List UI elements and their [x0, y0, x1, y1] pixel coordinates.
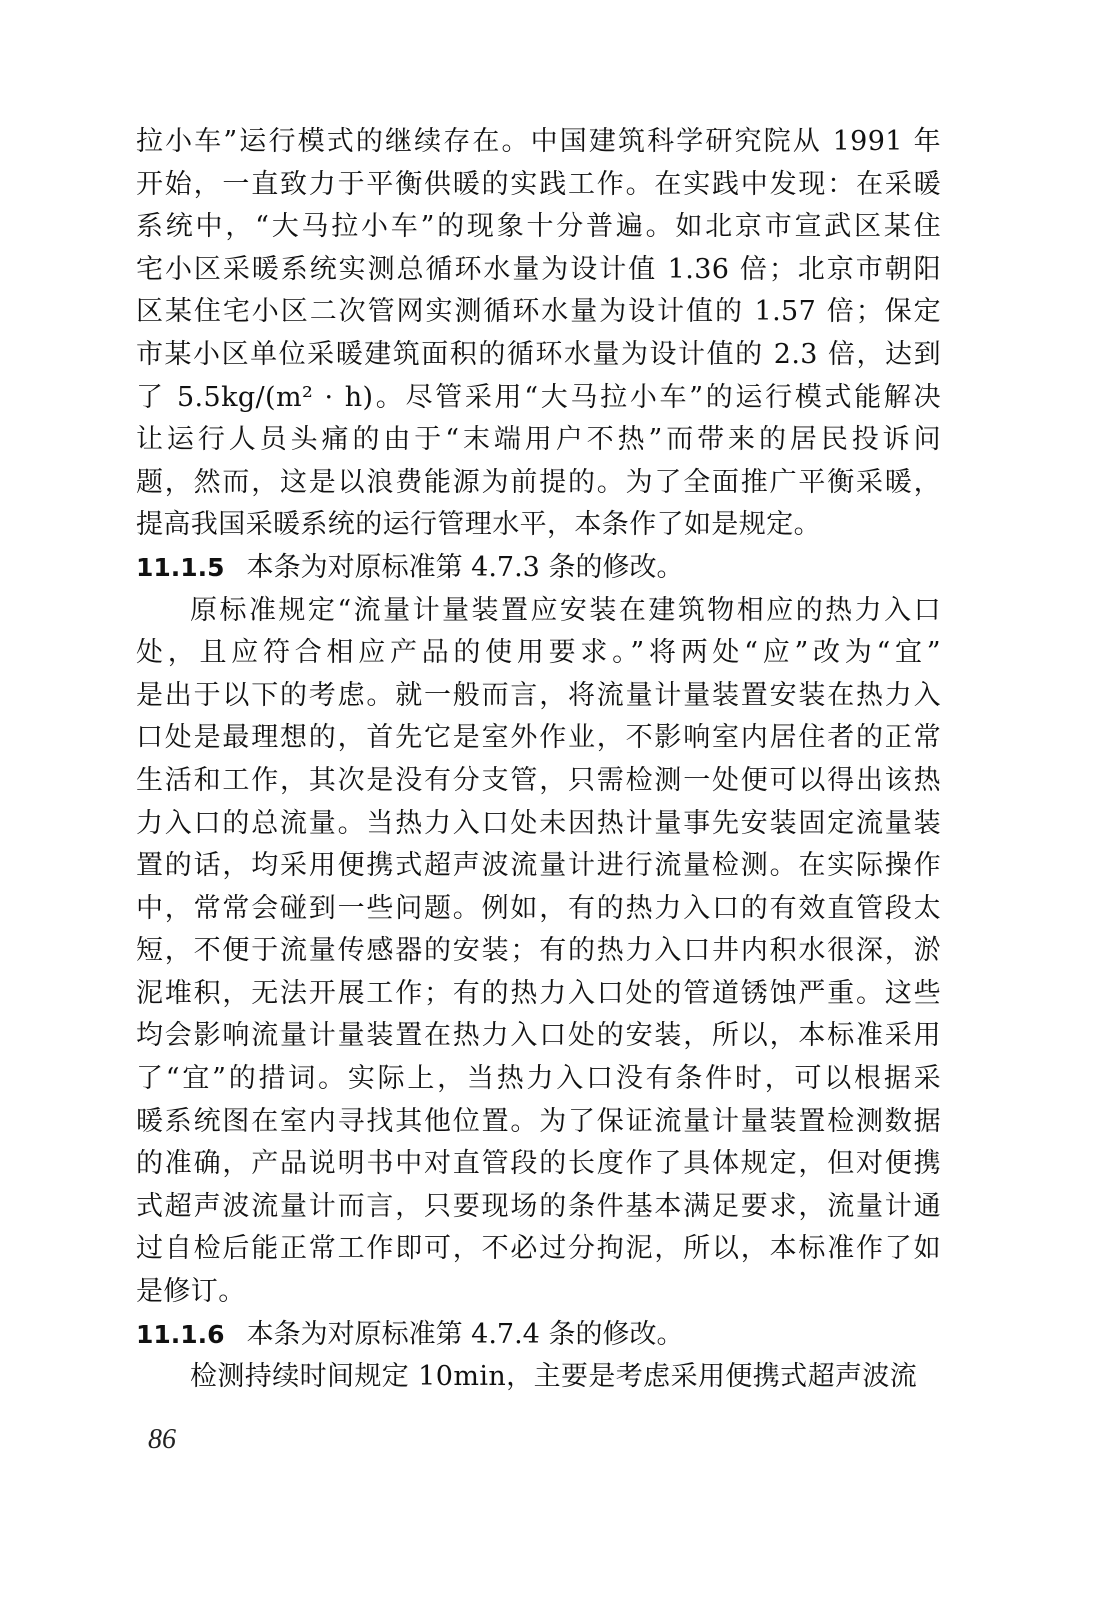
text-line: 区某住宅小区二次管网实测循环水量为设计值的 1.57 倍；保定 — [136, 296, 941, 328]
text-line: 检测持续时间规定 10min，主要是考虑采用便携式超声波流 — [190, 1361, 918, 1393]
text-line: 开始，一直致力于平衡供暖的实践工作。在实践中发现：在采暖 — [136, 168, 941, 200]
text-line: 泥堆积，无法开展工作；有的热力入口处的管道锈蚀严重。这些 — [136, 977, 941, 1009]
text-line: 的准确，产品说明书中对直管段的长度作了具体规定，但对便携 — [136, 1148, 941, 1180]
text-line: 了“宜”的措词。实际上，当热力入口没有条件时，可以根据采 — [136, 1063, 941, 1095]
text-line: 口处是最理想的，首先它是室外作业，不影响室内居住者的正常 — [136, 722, 941, 754]
paragraph-11-1-6 — [136, 1356, 941, 1399]
clause-heading-11-1-5 — [136, 547, 941, 590]
text-line: 了 5.5kg/(m² · h)。尽管采用“大马拉小车”的运行模式能解决 — [136, 381, 941, 413]
text-line: 题，然而，这是以浪费能源为前提的。为了全面推广平衡采暖， — [136, 466, 941, 498]
clause-number: 11.1.5 — [136, 552, 225, 582]
clause-heading-11-1-6 — [136, 1314, 941, 1357]
paragraph-11-1-5 — [136, 590, 941, 1314]
clause-text: 本条为对原标准第 4.7.4 条的修改。 — [246, 1318, 684, 1350]
text-line: 是出于以下的考虑。就一般而言，将流量计量装置安装在热力入 — [136, 679, 941, 711]
body-text — [136, 121, 941, 1399]
text-line: 力入口的总流量。当热力入口处未因热计量事先安装固定流量装 — [136, 807, 941, 839]
text-line: 中，常常会碰到一些问题。例如，有的热力入口的有效直管段太 — [136, 892, 941, 924]
text-line: 市某小区单位采暖建筑面积的循环水量为设计值的 2.3 倍，达到 — [136, 338, 941, 370]
text-line: 原标准规定“流量计量装置应安装在建筑物相应的热力入口 — [190, 594, 941, 626]
text-line: 暖系统图在室内寻找其他位置。为了保证流量计量装置检测数据 — [136, 1105, 941, 1137]
text-line: 短，不便于流量传感器的安装；有的热力入口井内积水很深，淤 — [136, 935, 941, 967]
text-line: 系统中，“大马拉小车”的现象十分普遍。如北京市宣武区某住 — [136, 211, 941, 243]
text-line: 是修订。 — [136, 1276, 246, 1308]
text-line: 置的话，均采用便携式超声波流量计进行流量检测。在实际操作 — [136, 850, 941, 882]
text-line: 生活和工作，其次是没有分支管，只需检测一处便可以得出该热 — [136, 764, 941, 796]
clause-number: 11.1.6 — [136, 1319, 225, 1349]
text-line: 宅小区采暖系统实测总循环水量为设计值 1.36 倍；北京市朝阳 — [136, 253, 941, 285]
text-line: 过自检后能正常工作即可，不必过分拘泥，所以，本标准作了如 — [136, 1233, 941, 1265]
page-number: 86 — [148, 1424, 176, 1455]
text-line: 提高我国采暖系统的运行管理水平，本条作了如是规定。 — [136, 509, 821, 541]
text-line: 均会影响流量计量装置在热力入口处的安装，所以，本标准采用 — [136, 1020, 941, 1052]
text-line: 式超声波流量计而言，只要现场的条件基本满足要求，流量计通 — [136, 1190, 941, 1222]
text-line: 让运行人员头痛的由于“末端用户不热”而带来的居民投诉问 — [136, 424, 941, 456]
text-line: 处，且应符合相应产品的使用要求。”将两处“应”改为“宜” — [136, 637, 941, 669]
text-line: 拉小车”运行模式的继续存在。中国建筑科学研究院从 1991 年 — [136, 126, 941, 157]
paragraph-continuation — [136, 121, 941, 547]
clause-text: 本条为对原标准第 4.7.3 条的修改。 — [246, 551, 684, 583]
